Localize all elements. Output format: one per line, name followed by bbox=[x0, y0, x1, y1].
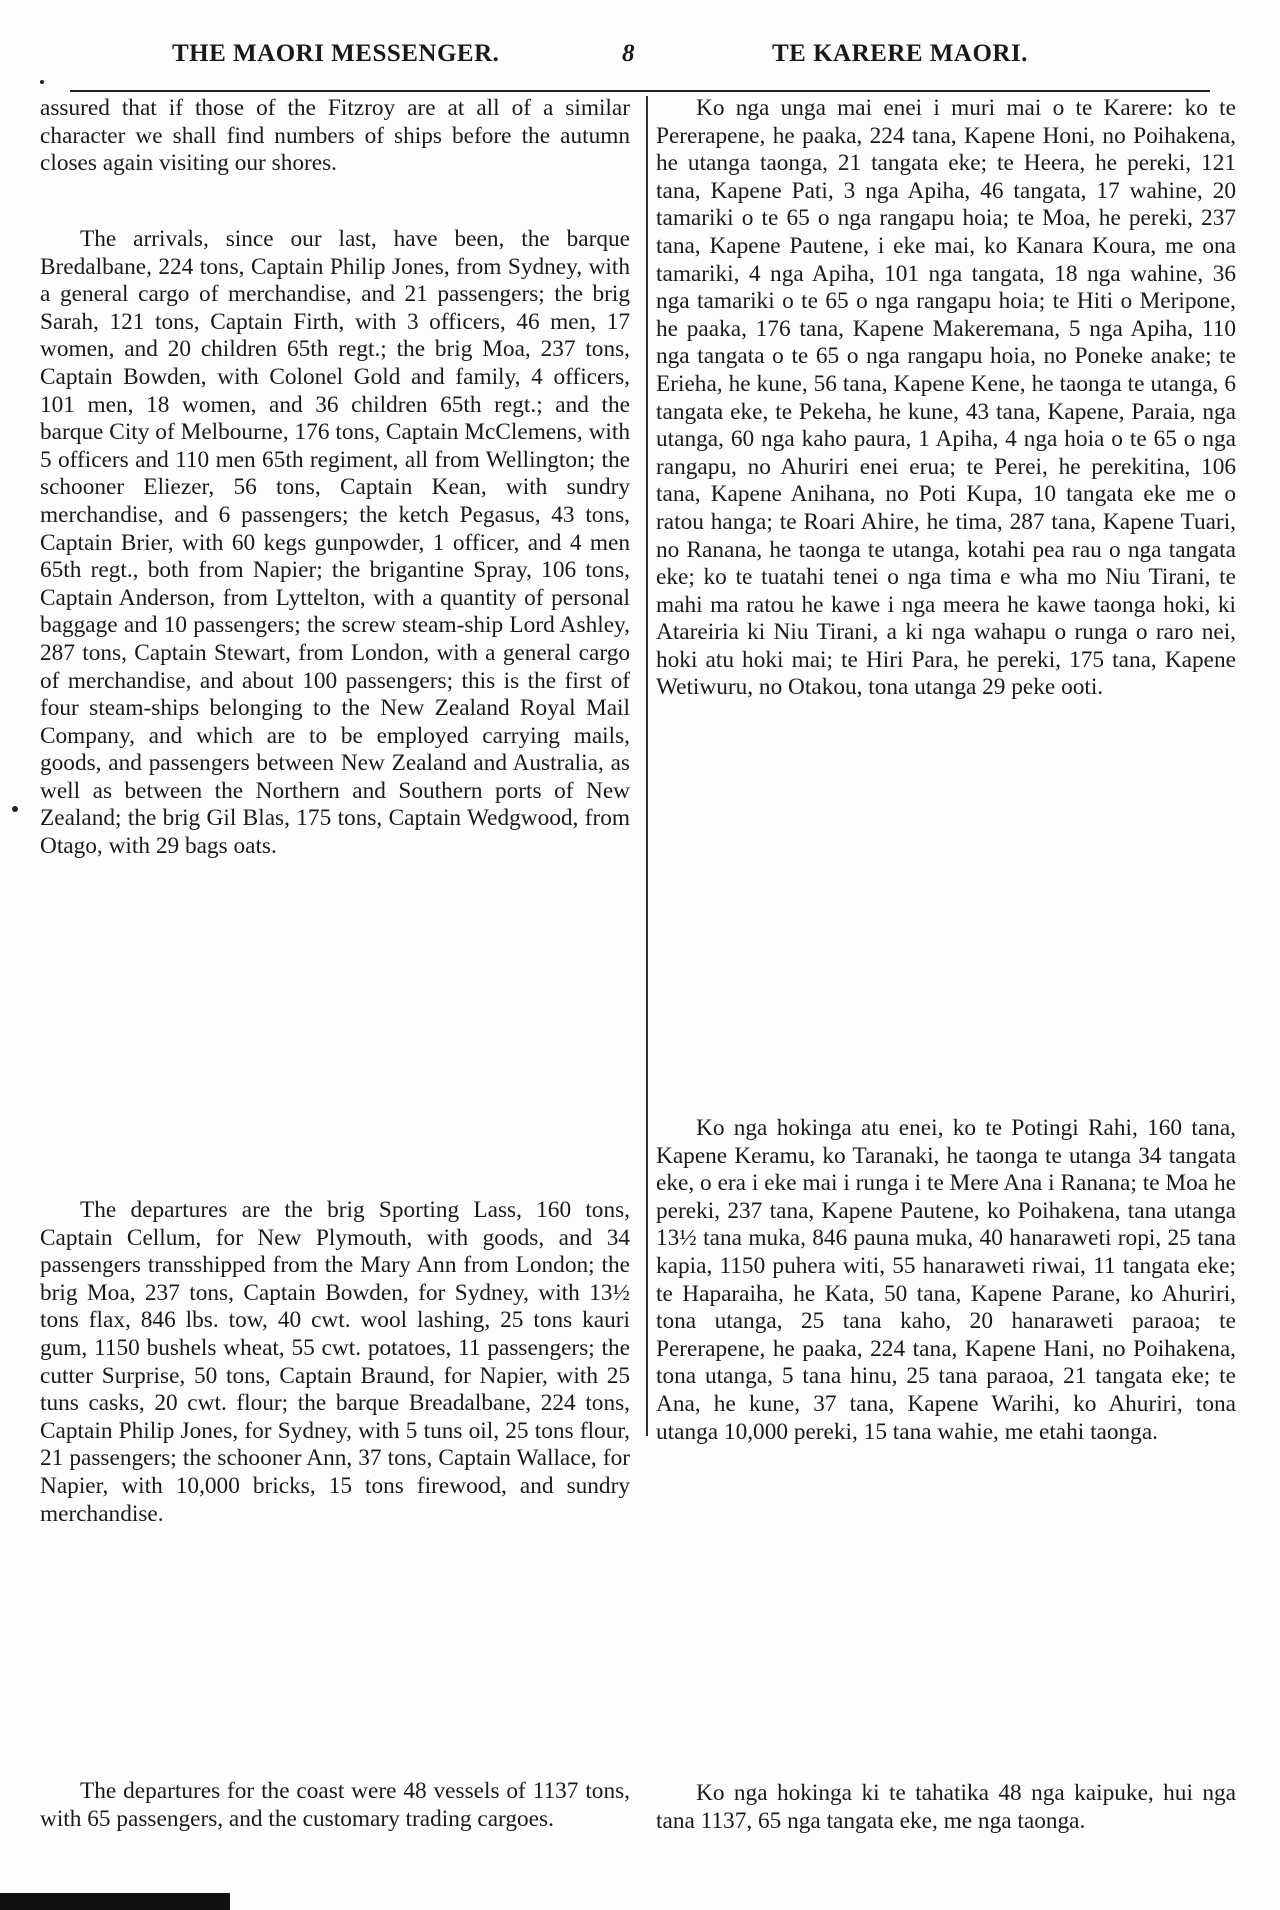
header-rule bbox=[70, 90, 1210, 92]
header-english-title: THE MAORI MESSENGER. bbox=[172, 40, 500, 67]
english-coast-departures-paragraph: The departures for the coast were 48 vessels of 1137 tons, with 65 passengers, and the customary trading cargoes. bbox=[40, 1778, 630, 1832]
column-divider bbox=[646, 96, 648, 1436]
left-column-departures bbox=[40, 1197, 630, 1528]
maori-departures-paragraph: Ko nga hokinga atu enei, ko te Potingi Rahi, 160 tana, Kapene Keramu, ko Taranaki, he taonga te utanga 34 tangata eke, o era i eke mai i runga i te Mere Ana i Ranana; te Moa he pereki, 237 tana, Kapene Pautene, ko Poihakena, tana utanga 13½ tana muka, 846 pauna muka, 40 hanaraweti ropi, 25 tana kapia, 1150 puhera witi, 55 hanaraweti riwai, 11 tangata eke; te Haparaiha, he Kata, 50 tana, Kapene Parane, ko Ahuriri, tona utanga, 25 tana kaho, 20 hanaraweti paraoa; te Pererapene, he paaka, 224 tana, Kapene Hani, no Poihakena, tona utanga, 5 tana hinu, 25 tana paraoa, 21 tangata eke; te Ana, he kune, 37 tana, Kapene Warihi, ko Ahuriri, tona utanga 10,000 pereki, 15 tana wahie, me etahi taonga. bbox=[656, 1115, 1236, 1445]
left-column-coast bbox=[40, 1778, 630, 1833]
right-column-arrivals bbox=[656, 95, 1236, 702]
right-column-departures bbox=[656, 1115, 1236, 1446]
left-column-arrivals bbox=[40, 226, 630, 861]
maori-coast-departures-paragraph: Ko nga hokinga ki te tahatika 48 nga kaipuke, hui nga tana 1137, 65 nga tangata eke, me nga taonga. bbox=[656, 1780, 1236, 1834]
english-departures-paragraph: The departures are the brig Sporting Lass, 160 tons, Captain Cellum, for New Plymouth, with goods, and 34 passengers transshipped from the Mary Ann from London; the brig Moa, 237 tons, Captain Bowden, for Sydney, with 13½ tons flax, 846 lbs. tow, 40 cwt. wool lashing, 25 tons kauri gum, 1150 bushels wheat, 55 cwt. potatoes, 11 passengers; the cutter Surprise, 50 tons, Captain Braund, for Napier, with 25 tuns casks, 20 cwt. flour; the barque Breadalbane, 224 tons, Captain Philip Jones, for Sydney, with 5 tuns oil, 25 tons flour, 21 passengers; the schooner Ann, 37 tons, Captain Wallace, for Napier, with 10,000 bricks, 15 tons firewood, and sundry merchandise. bbox=[40, 1197, 630, 1527]
scan-edge-bar bbox=[0, 1893, 230, 1910]
maori-arrivals-paragraph: Ko nga unga mai enei i muri mai o te Karere: ko te Pererapene, he paaka, 224 tana, Kapene Honi, no Poihakena, he utanga taonga, 21 tangata eke; te Heera, he pereki, 121 tana, Kapene Pati, 3 nga Apiha, 46 tangata, 17 wahine, 20 tamariki o te 65 o nga rangapu hoia; te Moa, he pereki, 237 tana, Kapene Pautene, i eke mai, ko Kanara Koura, me ona tamariki, 4 nga Apiha, 101 nga tangata, 18 nga wahine, 36 nga tamariki o te 65 o nga rangapu hoia; te Hiti o Meripone, he paaka, 176 tana, Kapene Makeremana, 5 nga Apiha, 110 nga tangata o te 65 o nga rangapu hoia, no Poneke anake; te Erieha, he kune, 56 tana, Kapene Kene, he taonga te utanga, 6 tangata eke, te Pekeha, he kune, 43 tana, Kapene, Paraia, nga utanga, 60 nga kaho paura, 1 Apiha, 4 nga hoia o te 65 o nga rangapu, no Ahuriri enei erua; te Perei, he perekitina, 106 tana, Kapene Anihana, no Poti Kupa, 10 tangata eke me o ratou hanga; te Roari Ahire, he tima, 287 tana, Kapene Tuari, no Ranana, he taonga te utanga, kotahi pea rau o nga tangata eke; ko te tuatahi tenei o nga tima e wha mo Niu Tirani, te mahi ma ratou he kawe i nga meera he kawe taonga hoki, ki Atareiria ki Niu Tirani, a ki nga wahapu o runga o raro nei, hoki atu hoki mai; te Hiri Para, he pereki, 175 tana, Kapene Wetiwuru, no Otakou, tona utanga 29 peke ooti. bbox=[656, 95, 1236, 701]
print-speck bbox=[12, 806, 18, 812]
header-maori-title: TE KARERE MAORI. bbox=[772, 40, 1028, 67]
english-arrivals-paragraph: The arrivals, since our last, have been, the barque Bredalbane, 224 tons, Captain Philip Jones, from Sydney, with a general cargo of merchandise, and 21 passengers; the brig Sarah, 121 tons, Captain Firth, with 3 officers, 46 men, 17 women, and 20 children 65th regt.; the brig Moa, 237 tons, Captain Bowden, with Colonel Gold and family, 4 officers, 101 men, 18 women, and 36 children 65th regt.; and the barque City of Melbourne, 176 tons, Captain McClemens, with 5 officers and 110 men 65th regiment, all from Wellington; the schooner Eliezer, 56 tons, Captain Kean, with sundry merchandise, and 6 passengers; the ketch Pegasus, 43 tons, Captain Brier, with 60 kegs gunpowder, 1 officer, and 4 men 65th regt., both from Napier; the brigantine Spray, 106 tons, Captain Anderson, from Lyttelton, with a quantity of personal baggage and 10 passengers; the screw steam-ship Lord Ashley, 287 tons, Captain Stewart, from London, with a general cargo of merchandise, and about 100 passengers; this is the first of four steam-ships belonging to the New Zealand Royal Mail Company, and which are to be employed carrying mails, goods, and passengers between New Zealand and Australia, as well as between the Northern and Southern ports of New Zealand; the brig Gil Blas, 175 tons, Captain Wedgwood, from Otago, with 29 bags oats. bbox=[40, 226, 630, 860]
print-speck bbox=[40, 80, 44, 84]
english-paragraph-continuation: assured that if those of the Fitzroy are at all of a similar character we shall find numbers of ships before the autumn closes again visiting our shores. bbox=[40, 95, 630, 177]
right-column-coast bbox=[656, 1780, 1236, 1835]
page-number: 8 bbox=[622, 40, 635, 67]
left-column-continuation bbox=[40, 95, 630, 178]
page-header bbox=[60, 40, 1220, 80]
